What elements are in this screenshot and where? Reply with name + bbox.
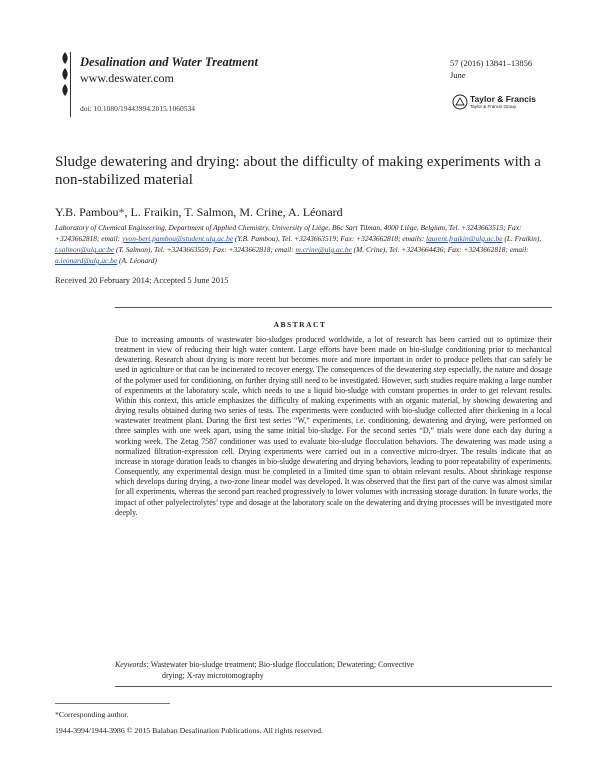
journal-url[interactable]: www.deswater.com (80, 71, 174, 85)
abstract-top-rule (115, 307, 552, 308)
header-rule (70, 52, 71, 117)
journal-title: Desalination and Water Treatment (80, 55, 258, 69)
keywords-text-1: Wastewater bio-sludge treatment; Bio-sludge flocculation; Dewatering; Convective (150, 660, 414, 669)
affiliation-text: (Y.B. Pambou), Tel. +3243663519; Fax: +3243662818; emails: (233, 234, 427, 243)
email-link[interactable]: t.salmon@ulg.ac.be (55, 245, 115, 254)
author-rest: , L. Fraikin, T. Salmon, M. Crine, A. Léonard (124, 205, 343, 219)
publisher-group: Taylor & Francis Group (470, 104, 517, 109)
copyright: 1944-3994/1944-3986 © 2015 Balaban Desalination Publications. All rights reserved. (55, 726, 323, 735)
affiliation-text: Laboratory of Chemical Engineering, Department of Applied Chemistry, University of Liège, B6c Sart Tilman, 4000 Liège, Belgium, Tel. +3243663515; Fax: +3243662818; email: (55, 223, 522, 243)
affiliation-text: (A. Léonard) (117, 256, 157, 265)
abstract-heading: ABSTRACT (273, 320, 327, 329)
issue-month: June (450, 70, 466, 80)
email-link[interactable]: a.leonard@ulg.ac.be (55, 256, 118, 265)
email-link[interactable]: yvon-bert.pambou@student.ulg.ac.be (121, 234, 234, 243)
affiliation (55, 222, 555, 266)
publisher-logo-icon (452, 94, 468, 110)
publisher-name: Taylor & Francis (470, 94, 536, 104)
corresponding-star[interactable]: * (118, 205, 125, 219)
keywords-line-1 (115, 659, 552, 670)
keywords-text-2: drying; X-ray microtomography (162, 671, 264, 680)
footnote-rule (55, 703, 170, 704)
abstract-body: Due to increasing amounts of wastewater bio-sludges produced worldwide, a lot of research has been carried out to optimize their treatment in view of reducing their high water content. Large efforts have been made on bio-sludge conditioning prior to mechanical dewatering. Research about drying is more recent but becomes more and more important in order to produce pellets that can safely be used in agriculture or that can be incinerated to recover energy. The consequences of the dewatering step especially, the nature and dosage of the polymer used for conditioning, on further drying still need to be investigated. However, such studies require making a large number of experiments at the laboratory scale, which needs to use a liquid bio-sludge with constant properties in order to get relevant results. Within this context, this article emphasizes the difficulty of making experiments with an organic material, by showing dewatering and drying results obtained during two series of tests. The experiments were conducted with bio-sludge collected after thickening in a local wastewater treatment plant. During the first test series “W,” experiments, i.e. conditioning, dewatering and drying, were performed on three samples with one week apart, using the same initial bio-sludge. For the second series “D,” trials were done each day during a working week. The Zetag 7587 conditioner was used to evaluate bio-sludge flocculation behaviors. The dewatering was made using a normalized filtration-expression cell. Drying experiments were carried out in a convective micro-dryer. The results indicate that an increase in storage duration leads to changes in bio-sludge dewatering and drying behaviors, leading to poor repeatability of experiments. Consequently, any experimental design must be completed in a limited time span to obtain relevant results. About shrinkage response which develops during drying, a two-zone linear model was developed. It was observed that the first part of the curve was almost similar for all experiments, whereas the second part reached progressively to lower volumes with increasing storage duration. In future works, the impact of other polyelectrolytes’ type and dosage at the laboratory scale on the dewatering and drying processes will be investigated more deeply. (115, 335, 552, 517)
affiliation-text: (L. Fraikin), (502, 234, 542, 243)
received-dates: Received 20 February 2014; Accepted 5 June 2015 (55, 275, 229, 285)
corresponding-note: *Corresponding author. (55, 710, 129, 719)
keywords-label: Keywords: (115, 660, 149, 669)
publisher-block (470, 94, 536, 110)
volume: 57 (2016) 13841–13856 (450, 58, 533, 68)
email-link[interactable]: laurent.fraikin@ulg.ac.be (426, 234, 503, 243)
author-first: Y.B. Pambou (55, 205, 119, 219)
email-link[interactable]: m.crine@ulg.ac.be (295, 245, 352, 254)
doi[interactable]: doi: 10.1080/19443994.2015.1060534 (80, 104, 196, 113)
affiliation-text: (M. Crine), Tel. +3243664436; Fax: +3243662818; email: (351, 245, 529, 254)
keywords (115, 659, 552, 681)
authors (55, 205, 343, 220)
journal-logo-icon (60, 50, 70, 100)
article-title: Sludge dewatering and drying: about the difficulty of making experiments with a non-stabilized material (55, 154, 541, 188)
affiliation-text: (T. Salmon), Tel. +3243663559; Fax: +3243662818; email: (114, 245, 296, 254)
volume-info (450, 57, 532, 81)
abstract-bottom-rule (115, 686, 552, 687)
keywords-line-2 (115, 670, 552, 681)
